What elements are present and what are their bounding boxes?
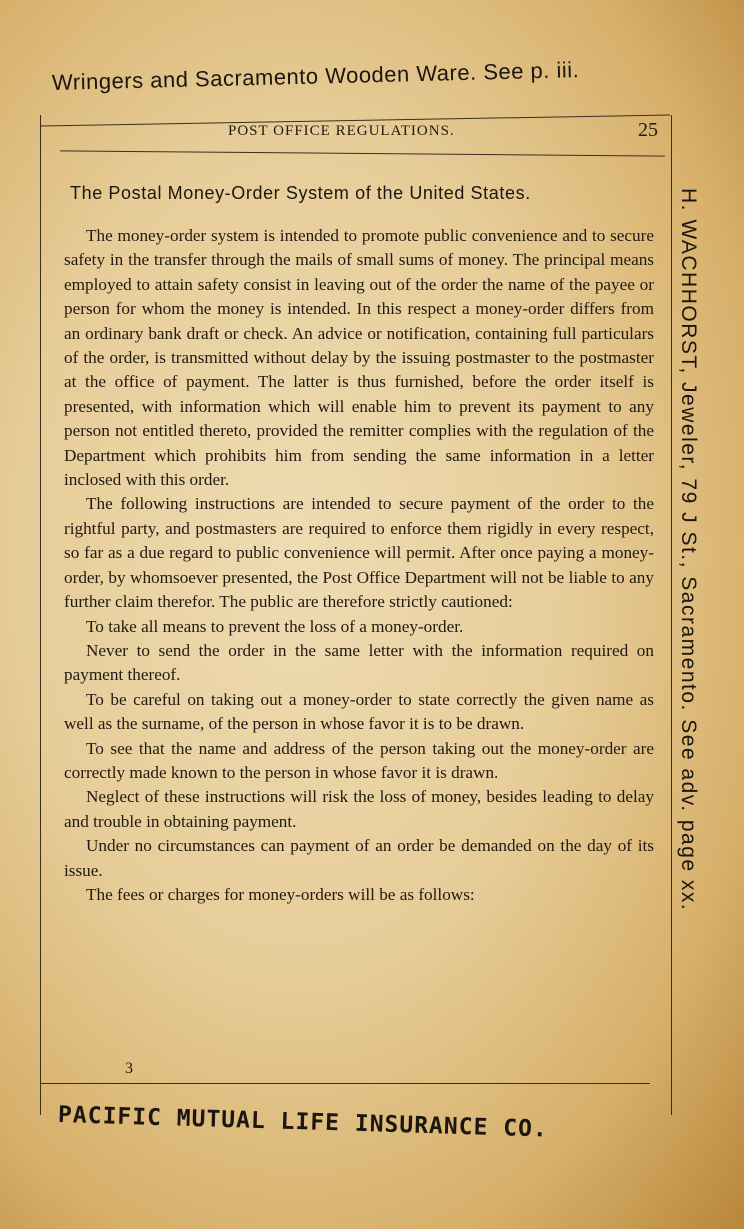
paragraph: The following instructions are intended to secure payment of the order to the rightful party, and postmasters are required to enforce them rigidly in every respect, so far as a due regard to public convenience will permit. After once paying a money-order, by whomsoever presented, the Post Office Department will not be liable to any further claim therefor. The public are therefore strictly cautioned: (64, 494, 654, 612)
paragraph: To see that the name and address of the person taking out the money-order are correctly made known to the person in whose favor it is drawn. (64, 738, 654, 782)
paragraph: Never to send the order in the same letter with the information required on payment thereof. (64, 640, 654, 685)
top-advertisement-banner: Wringers and Sacramento Wooden Ware. See p. iii. (51, 57, 580, 95)
frame-bottom-rule (40, 1083, 650, 1084)
paragraph: To be careful on taking out a money-order to state correctly the given name as well as the surname, of the person in whose favor it is to be drawn. (64, 689, 654, 734)
paragraph: Neglect of these instructions will risk the loss of money, besides leading to delay and trouble in obtaining payment. (64, 787, 654, 831)
paragraph: The money-order system is intended to promote public convenience and to secure safety in the transfer through the mails of small sums of money. The principal means employed to attain safety consist in leaving out of the order the name of the payee or person for whom the money is intended. In this respect a money-order differs from an ordinary bank draft or check. An advice or notification, containing full particulars of the order, is transmitted without delay by the issuing postmaster to the postmaster at the office of payment. The latter is thus furnished, before the order itself is presented, with information which will enable him to prevent its payment to any person not entitled thereto, provided the remitter complies with the regulation of the Department which prohibits him from sending the same information in a letter inclosed with this order. (64, 226, 654, 490)
paragraph: To take all means to prevent the loss of a money-order. (86, 616, 464, 636)
running-head (228, 119, 658, 141)
paragraph: Under no circumstances can payment of an order be demanded on the day of its issue. (64, 836, 654, 880)
page-number: 25 (638, 119, 658, 141)
bottom-advertisement-banner: PACIFIC MUTUAL LIFE INSURANCE CO. (57, 1102, 549, 1143)
running-head-title: POST OFFICE REGULATIONS. (228, 123, 455, 139)
paragraph: The fees or charges for money-orders will be as follows: (86, 884, 475, 904)
signature-mark: 3 (125, 1060, 133, 1077)
body-text (64, 224, 654, 907)
side-advertisement: H. WACHHORST, Jeweler, 79 J St., Sacramento. See adv. page xx. (677, 188, 700, 912)
section-title: The Postal Money-Order System of the United States. (70, 183, 531, 203)
